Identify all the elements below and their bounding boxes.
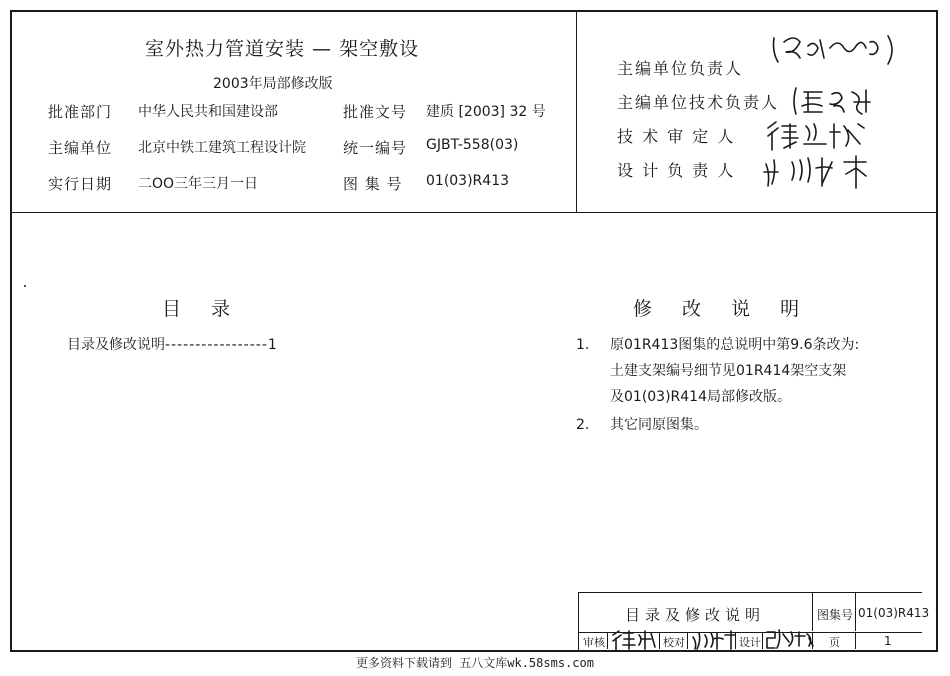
note-1-line-3: 及01(03)R414局部修改版。 [610,389,792,405]
header-divider [10,212,938,213]
effective-date-label: 实行日期 [48,175,113,193]
title-block-divider [762,633,763,649]
atlas-subtitle: 2003年局部修改版 [213,76,333,92]
title-block-divider [855,593,856,631]
title-block-divider [659,633,660,649]
approval-doc-label: 批准文号 [343,103,408,121]
signature-checker [691,629,737,651]
signature-tech-reviewer [764,118,884,154]
contents-heading: 目 录 [162,298,243,320]
note-1-line-2: 土建支架编号细节见01R414架空支架 [610,363,847,379]
title-block-row-2 [578,632,922,650]
signature-design-lead [760,152,880,192]
scan-speck [24,285,26,287]
note-item-2 [576,412,708,438]
atlas-number-value: 01(03)R413 [426,173,510,189]
title-block-divider [687,633,688,649]
title-block-divider [735,633,736,649]
signature-designer [765,628,815,650]
contents-item-text: 目录及修改说明 [67,337,165,353]
note-number-2: 2. [576,417,590,433]
signature-reviewer [611,629,657,651]
title-block [578,592,930,652]
atlas-title: 室外热力管道安装 — 架空敷设 [145,38,420,60]
unified-number-label: 统一编号 [343,139,408,157]
note-1-line-1: 原01R413图集的总说明中第9.6条改为: [610,337,860,353]
editor-unit-value: 北京中铁工建筑工程设计院 [138,140,306,156]
contents-item-page: 1 [267,337,277,353]
notes-heading: 修 改 说 明 [633,298,812,320]
signature-chief-tech [790,84,890,118]
unified-number-value: GJBT-558(03) [426,137,519,153]
signature-chief-editor [770,32,900,68]
note-2-line-1: 其它同原图集。 [610,417,708,433]
note-item-1 [576,332,859,358]
chief-tech-label: 主编单位技术负责人 [617,93,780,112]
approval-doc-value: 建质 [2003] 32 号 [426,104,546,120]
page-value: 1 [884,634,892,648]
title-block-atlas-value: 01(03)R413 [858,606,930,620]
check-label: 校对 [663,636,685,649]
effective-date-value: 二OO三年三月一日 [138,176,259,192]
title-block-divider [607,633,608,649]
design-label: 设计 [739,636,761,649]
approval-dept-label: 批准部门 [48,103,113,121]
contents-item-leader: ----------------- [165,337,268,353]
title-block-row-1 [578,592,930,632]
review-label: 审核 [583,636,605,649]
note-number-1: 1. [576,337,590,353]
footer-download-note: 更多资料下载请到 五八文库wk.58sms.com [356,656,594,670]
chief-editor-label: 主编单位负责人 [617,59,744,78]
contents-item[interactable] [67,332,277,358]
title-block-atlas-label: 图集号 [817,608,854,622]
title-block-divider [812,633,813,649]
approval-dept-value: 中华人民共和国建设部 [138,104,278,120]
title-block-divider [812,593,813,631]
header-column-divider [576,10,577,212]
tech-reviewer-label: 技 术 审 定 人 [617,127,736,146]
atlas-number-label: 图 集 号 [343,175,403,193]
title-block-divider [855,633,856,649]
editor-unit-label: 主编单位 [48,139,113,157]
page-label: 页 [829,636,840,649]
design-lead-label: 设 计 负 责 人 [617,161,736,180]
title-block-name: 目录及修改说明 [625,606,766,624]
